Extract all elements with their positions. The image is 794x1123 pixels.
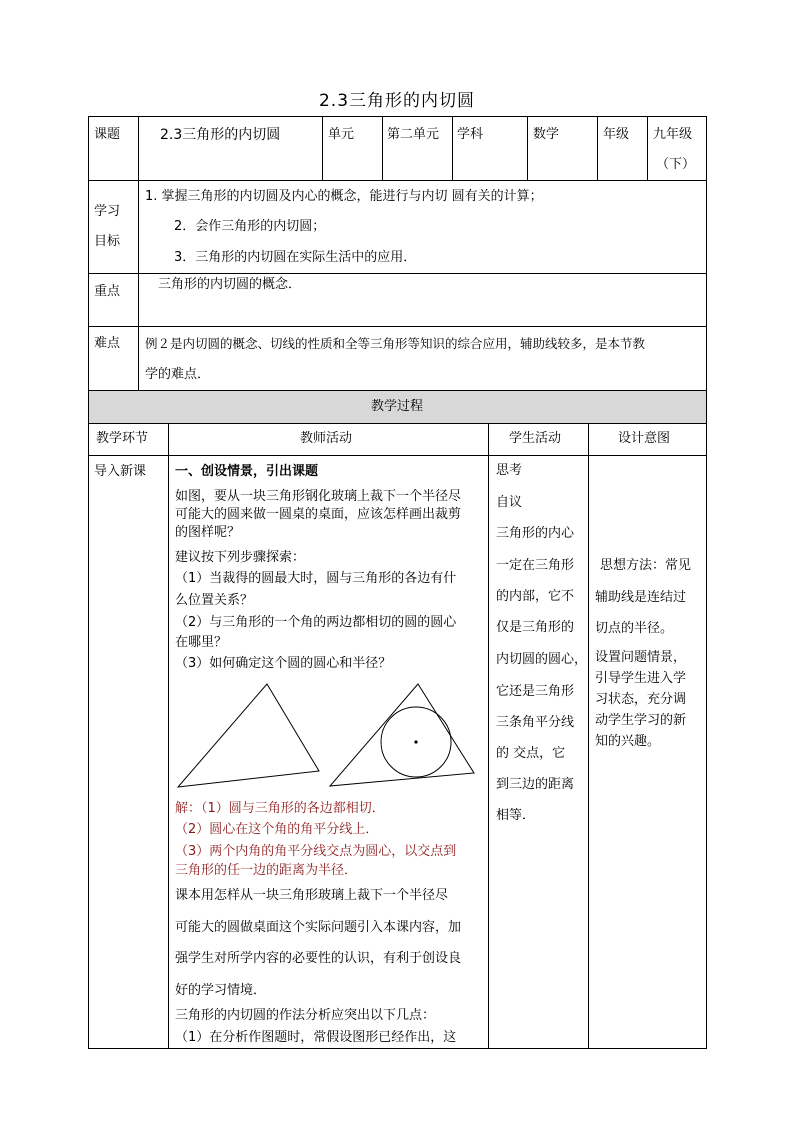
incircle-triangle — [330, 684, 474, 786]
key-point-text: 三角形的内切圆的概念． — [158, 277, 302, 292]
answer-text: （3）两个内角的角平分线交点为圆心，以交点到 — [175, 844, 457, 859]
incenter-dot — [414, 740, 417, 743]
teacher-text: 三角形的内切圆的作法分析应突出以下几点： — [175, 1008, 436, 1023]
topic-value: 2.3三角形的内切圆 — [160, 127, 281, 143]
student-text: 内切圆的圆心， — [496, 652, 588, 667]
design-text: 设置问题情景， — [595, 650, 687, 665]
unit-value: 第二单元 — [387, 127, 440, 142]
label-subject: 学科 — [457, 127, 484, 142]
label-difficulty: 难点 — [94, 336, 121, 351]
page-title: 2.3三角形的内切圆 — [318, 91, 476, 111]
design-text: 思想方法：常见 — [600, 558, 692, 573]
col-stage-header: 教学环节 — [96, 431, 149, 446]
student-text: 的 交点，它 — [496, 746, 566, 761]
student-text: 它还是三角形 — [496, 684, 575, 699]
teacher-text: 可能大的圆来做一圆桌的桌面，应该怎样画出裁剪 — [175, 507, 462, 522]
triangle-figure — [178, 684, 319, 787]
teacher-text: 强学生对所学内容的必要性的认识，有利于创设良 — [175, 951, 462, 966]
difficulty-text: 例２是内切圆的概念、切线的性质和全等三角形等知识的综合应用，辅助线较多，是本节教 — [145, 336, 646, 351]
label-topic: 课题 — [94, 127, 121, 142]
design-text: 习状态，充分调 — [595, 692, 687, 707]
design-text: 辅助线是连结过 — [595, 590, 687, 605]
teacher-text: 么位置关系？ — [175, 593, 254, 608]
student-text: 三条角平分线 — [496, 715, 575, 730]
label-objectives-2: 目标 — [94, 234, 121, 249]
label-key-point: 重点 — [94, 284, 121, 299]
label-unit: 单元 — [328, 127, 355, 142]
teacher-text: 课本用怎样从一块三角形玻璃上裁下一个半径尽 — [175, 888, 449, 903]
teacher-text: （1）当裁得的圆最大时，圆与三角形的各边有什 — [175, 571, 457, 586]
stage-label: 导入新课 — [94, 464, 147, 479]
answer-text: （2）圆心在这个角的角平分线上． — [175, 822, 379, 837]
teacher-text: （2）与三角形的一个角的两边都相切的圆的圆心 — [175, 615, 457, 630]
objective-item: 3．三角形的内切圆在实际生活中的应用． — [174, 250, 417, 265]
student-text: 到三边的距离 — [496, 777, 575, 792]
teacher-text: 建议按下列步骤探索： — [175, 550, 306, 565]
design-text: 动学生学习的新 — [595, 713, 687, 728]
teacher-text: （1）在分析作图题时，常假设图形已经作出，这 — [175, 1030, 457, 1045]
student-text: 仅是三角形的 — [496, 620, 575, 635]
design-text: 切点的半径。 — [595, 621, 674, 636]
student-text: 相等． — [496, 808, 536, 823]
teacher-text: 在哪里？ — [175, 635, 228, 650]
student-text: 三角形的内心 — [496, 526, 575, 541]
teacher-text: 如图，要从一块三角形钢化玻璃上裁下一个半径尽 — [175, 489, 462, 504]
teacher-text: 可能大的圆做桌面这个实际问题引入本课内容，加 — [175, 920, 462, 935]
teacher-text: 的图样呢？ — [175, 525, 241, 540]
col-design-header: 设计意图 — [618, 431, 671, 446]
triangle-figures — [170, 676, 486, 794]
student-text: 思考 — [496, 463, 523, 478]
label-grade: 年级 — [603, 127, 630, 142]
teacher-heading: 一、创设情景，引出课题 — [175, 464, 319, 479]
label-objectives-1: 学习 — [94, 204, 121, 219]
teacher-text: 好的学习情境． — [175, 983, 267, 998]
difficulty-text: 学的难点． — [145, 367, 211, 382]
objective-item: 1. 掌握三角形的内切圆及内心的概念，能进行与内切 圆有关的计算； — [145, 189, 543, 204]
design-text: 知的兴趣。 — [595, 734, 661, 749]
student-text: 的内部，它不 — [496, 589, 575, 604]
col-teacher-header: 教师活动 — [300, 431, 353, 446]
process-title: 教学过程 — [370, 399, 423, 414]
objective-item: 2．会作三角形的内切圆； — [174, 219, 326, 234]
student-text: 一定在三角形 — [496, 558, 575, 573]
student-text: 自议 — [496, 495, 523, 510]
answer-text: 三角形的任一边的距离为半径． — [175, 863, 358, 878]
grade-value: 九年级 — [653, 127, 693, 142]
teacher-text: （3）如何确定这个圆的圆心和半径？ — [175, 656, 392, 671]
col-student-header: 学生活动 — [509, 431, 562, 446]
design-text: 引导学生进入学 — [595, 671, 687, 686]
answer-text: 解：（1）圆与三角形的各边都相切． — [175, 801, 385, 816]
grade-value-sub: （下） — [656, 157, 696, 172]
subject-value: 数学 — [533, 127, 560, 142]
